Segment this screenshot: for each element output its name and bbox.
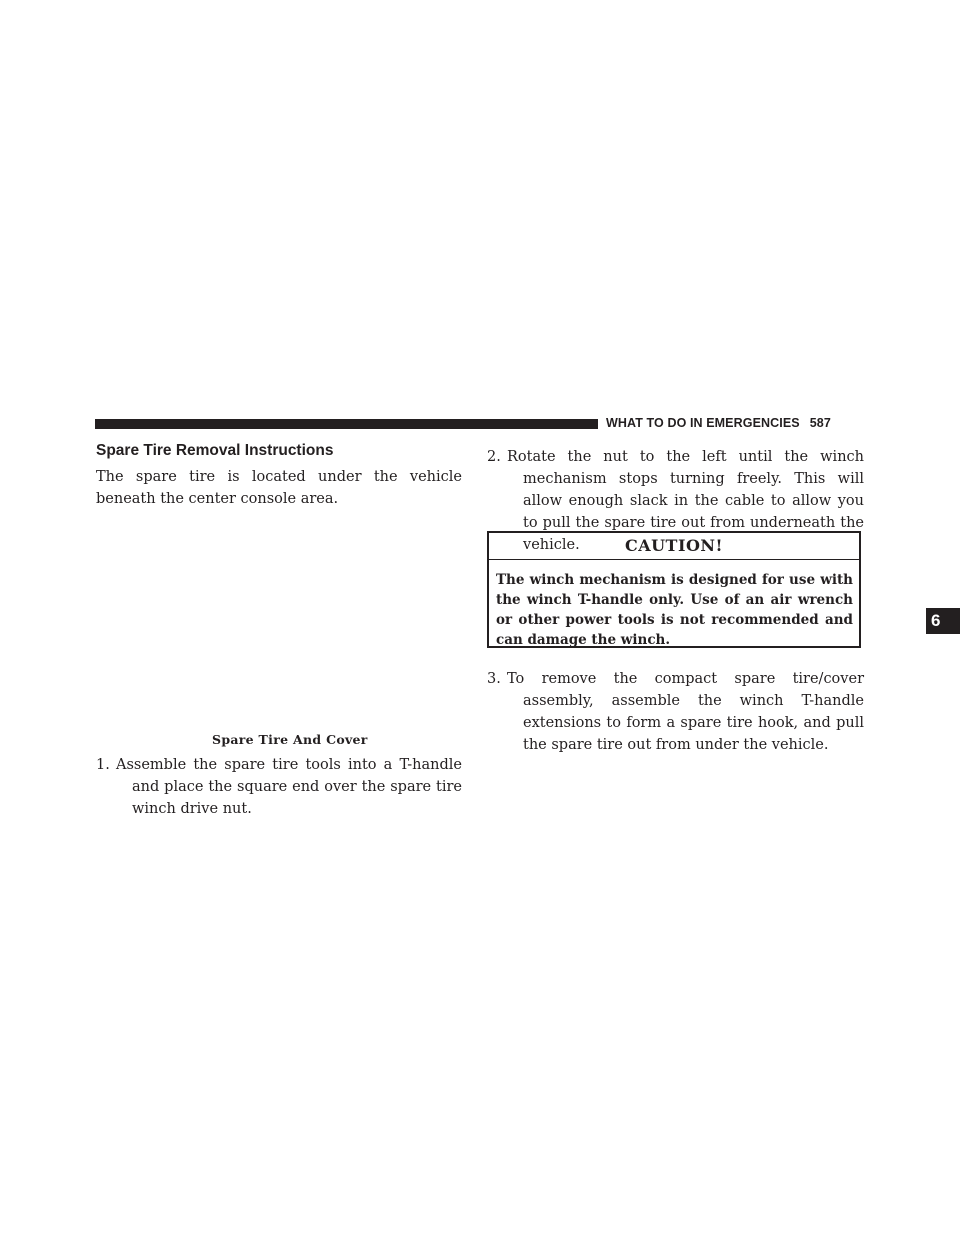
step-text: Rotate the nut to the left until the winch mechanism stops turning freely. This will allow enough slack in the cable to allow you to pull the spare tire out from underneath the vehicle. — [507, 449, 864, 553]
step-number: 3. — [487, 671, 501, 687]
caution-text: The winch mechanism is designed for use with the winch T-handle only. Use of an air wrench or other power tools is not recommended and can damage the winch. — [496, 572, 853, 648]
step-number: 2. — [487, 449, 501, 465]
step-number: 1. — [96, 757, 110, 773]
spare-tire-figure — [96, 520, 462, 726]
list-item-step-3 — [487, 668, 864, 756]
running-header — [606, 416, 831, 430]
step-text: Assemble the spare tire tools into a T-handle and place the square end over the spare tire winch drive nut. — [116, 757, 462, 817]
caution-box — [487, 531, 861, 648]
header-rule — [95, 419, 598, 429]
header-section-title: WHAT TO DO IN EMERGENCIES — [606, 416, 800, 430]
intro-paragraph: The spare tire is located under the vehicle beneath the center console area. — [96, 469, 462, 507]
page-number: 587 — [809, 416, 831, 430]
figure-caption: Spare Tire And Cover — [212, 732, 368, 747]
step-text: To remove the compact spare tire/cover assembly, assemble the winch T-handle extensions to form a spare tire hook, and pull the spare tire out from under the vehicle. — [507, 671, 864, 753]
section-title: Spare Tire Removal Instructions — [96, 442, 334, 459]
chapter-tab: 6 — [926, 608, 960, 634]
caution-title: CAUTION! — [489, 533, 859, 560]
list-item-step-1 — [96, 754, 462, 820]
